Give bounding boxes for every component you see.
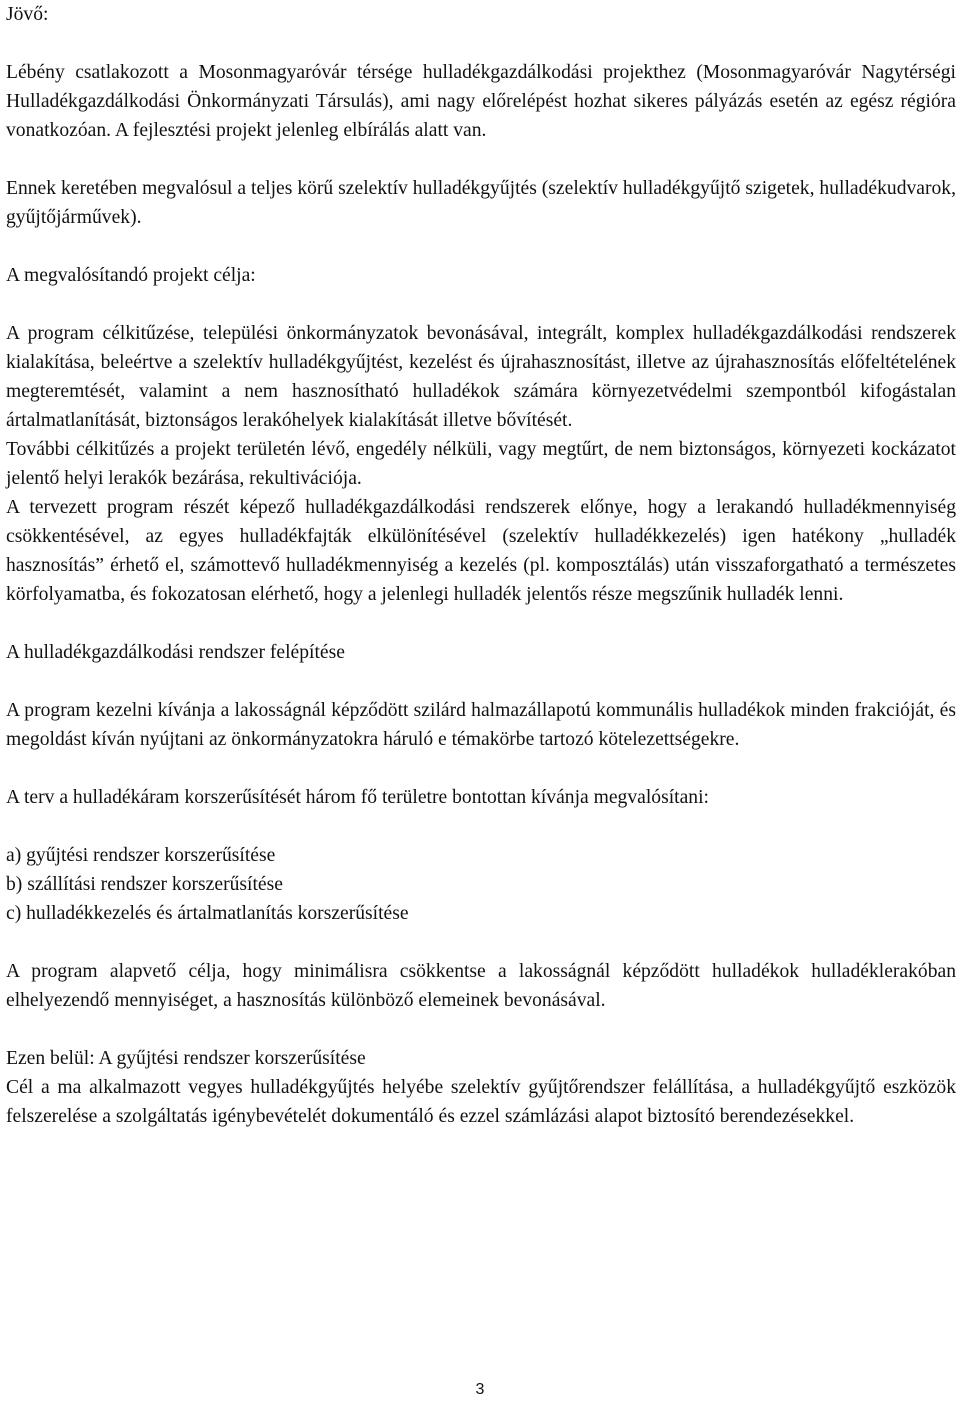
- paragraph-further-goal: További célkitűzés a projekt területén lévő, engedély nélküli, vagy megtűrt, de nem biztonságos, környezeti kockázatot jelentő helyi lerakók bezárása, rekultivációja.: [6, 439, 956, 489]
- paragraph-program-benefits: A tervezett program részét képező hulladékgazdálkodási rendszerek előnye, hogy a lerakandó hulladékmennyiség csökkentésével, az egyes hulladékfajták elkülönítésével (szelektív hulladékkezelés) igen hatékony „hulladék hasznosítás” érhető el, számottevő hulladékmennyiség a kezelés (pl. komposztálás) után visszaforgatható a természetes körfolyamatba, és fokozatosan elérhető, hogy a jelenlegi hulladék jelentős része megszűnik hulladék lenni.: [6, 497, 956, 605]
- collection-system-title: Ezen belül: A gyűjtési rendszer korszerűsítése: [6, 1048, 366, 1069]
- page-number: 3: [475, 1381, 485, 1398]
- project-goal-title: A megvalósítandó projekt célja:: [6, 265, 256, 286]
- list-item: b) szállítási rendszer korszerűsítése: [6, 874, 283, 895]
- paragraph-intro: Lébény csatlakozott a Mosonmagyaróvár térsége hulladékgazdálkodási projekthez (Mosonmagyaróvár Nagytérségi Hulladékgazdálkodási Önkormányzati Társulás), ami nagy előrelépést hozhat sikeres pályázás esetén az egész régióra vonatkozóan. A fejlesztési projekt jelenleg elbírálás alatt van.: [6, 62, 956, 141]
- paragraph-basic-goal: A program alapvető célja, hogy minimálisra csökkentse a lakosságnál képződött hulladékok hulladéklerakóban elhelyezendő mennyiséget, a hasznosítás különböző elemeinek bevonásával.: [6, 961, 956, 1011]
- areas-list: [6, 841, 956, 928]
- paragraph-collection-goal: Cél a ma alkalmazott vegyes hulladékgyűjtés helyébe szelektív gyűjtőrendszer felállítása, a hulladékgyűjtő eszközök felszerelése a szolgáltatás igénybevételét dokumentáló és ezzel számlázási alapot biztosító berendezésekkel.: [6, 1077, 956, 1127]
- paragraph-program-scope: A program kezelni kívánja a lakosságnál képződött szilárd halmazállapotú kommunális hulladékok minden frakcióját, és megoldást kíván nyújtani az önkormányzatokra háruló e témakörbe tartozó kötelezettségekre.: [6, 700, 956, 750]
- list-item: c) hulladékkezelés és ártalmatlanítás korszerűsítése: [6, 903, 409, 924]
- section-heading: Jövő:: [6, 4, 49, 25]
- paragraph-three-areas: A terv a hulladékáram korszerűsítését három fő területre bontottan kívánja megvalósítani:: [6, 787, 709, 808]
- list-item: a) gyűjtési rendszer korszerűsítése: [6, 845, 276, 866]
- paragraph-selective-collection: Ennek keretében megvalósul a teljes körű szelektív hulladékgyűjtés (szelektív hulladékgyűjtő szigetek, hulladékudvarok, gyűjtőjárművek).: [6, 178, 956, 228]
- document-page: [6, 0, 956, 1131]
- paragraph-program-goal: A program célkitűzése, települési önkormányzatok bevonásával, integrált, komplex hulladékgazdálkodási rendszerek kialakítása, beleértve a szelektív hulladékgyűjtést, kezelést és újrahasznosítást, illetve az újrahasznosítás előfeltételének megteremtését, valamint a nem hasznosítható hulladékok számára környezetvédelmi szempontból kifogástalan ártalmatlanítását, biztonságos lerakóhelyek kialakítását illetve bővítését.: [6, 323, 956, 431]
- system-structure-title: A hulladékgazdálkodási rendszer felépítése: [6, 642, 345, 663]
